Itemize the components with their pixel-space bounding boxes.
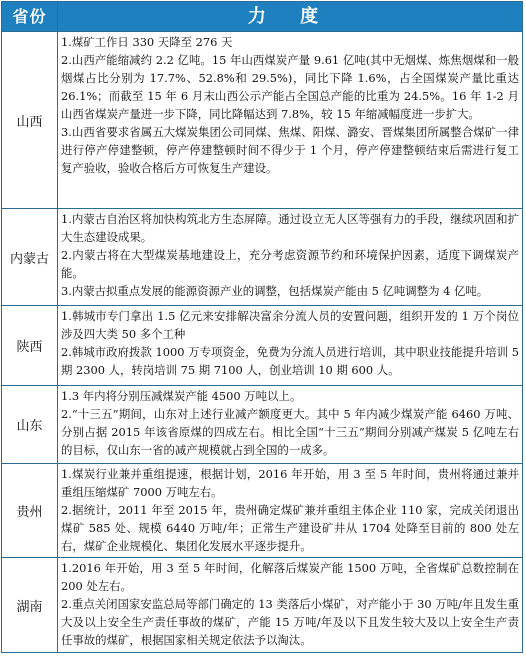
- policy-strength-table: [1, 1, 523, 653]
- header-province: 省份: [2, 2, 58, 32]
- table-header: [2, 2, 522, 32]
- province-cell: 山东: [2, 386, 58, 463]
- table-row-shaanxi: [2, 306, 522, 386]
- content-line: 2.据统计，2011 年至 2015 年，贵州确定煤矿兼并重组主体企业 110 家，完成关闭退出煤矿 585 处、规模 6440 万吨/年；正常生产建设矿井从 1704 处降至目前的 800 处左右，煤矿企业规模化、集团化发展水平逐步提升。: [61, 503, 519, 553]
- content-line: 2.韩城市政府拨款 1000 万专项资金，免费为分流人员进行培训，其中职业技能提升培训 5 期 2300 人，转岗培训 75 期 7100 人，创业培训 10 期 600 人。: [61, 345, 519, 377]
- content-cell: [61, 465, 519, 555]
- table-row-shanxi: [2, 32, 522, 209]
- table-row-guizhou: [2, 464, 522, 558]
- table-row-neimenggu: [2, 209, 522, 306]
- content-line: 1.韩城市专门拿出 1.5 亿元来安排解决富余分流人员的安置问题，组织开发的 1 万个岗位涉及四大类 50 多个工种: [61, 309, 519, 341]
- content-cell: [61, 307, 519, 379]
- content-line: 1.煤炭行业兼并重组提速，根据计划，2016 年开始，用 3 至 5 年时间，贵州将通过兼并重组压缩煤矿 7000 万吨左右。: [61, 467, 519, 499]
- province-cell: 贵州: [2, 464, 58, 557]
- content-line: 3.山西省要求省属五大煤炭集团公司同煤、焦煤、阳煤、潞安、晋煤集团所属整合煤矿一律进行停产停建整顿，停产停建整顿时间不得少于 1 个月，停产停建整顿结束后需进行复工复产验收，验收合格后方可恢复生产建设。: [61, 125, 519, 175]
- table-row-shandong: [2, 386, 522, 464]
- province-cell: 山西: [2, 32, 58, 208]
- content-line: 1.3 年内将分别压减煤炭产能 4500 万吨以上。: [61, 389, 302, 403]
- province-cell: 内蒙古: [2, 209, 58, 305]
- header-strength: 力 度: [247, 6, 333, 27]
- content-cell: [61, 210, 519, 300]
- content-cell: [61, 33, 519, 177]
- content-line: 2.重点关闭国家安监总局等部门确定的 13 类落后小煤矿，对产能小于 30 万吨/年且发生重大及以上安全生产责任事故的煤矿，产能 15 万吨/年及以下且发生较大及以上安全生产责任事故的煤矿，根据国家相关规定依法予以淘汰。: [61, 597, 519, 647]
- content-cell: [61, 387, 519, 459]
- content-cell: [61, 559, 519, 649]
- table-row-hunan: [2, 558, 522, 652]
- content-line: 1.煤矿工作日 330 天降至 276 天: [61, 35, 233, 49]
- content-line: 1.2016 年开始，用 3 至 5 年时间，化解落后煤炭产能 1500 万吨，全省煤矿总数控制在 200 处左右。: [61, 561, 519, 593]
- content-line: 1.内蒙古自治区将加快构筑北方生态屏障。通过设立无人区等强有力的手段，继续巩固和扩大生态建设成果。: [61, 212, 519, 244]
- content-line: 2.山西产能缩减约 2.2 亿吨。15 年山西煤炭产量 9.61 亿吨(其中无烟煤、炼焦烟煤和一般烟煤占比分别为 17.7%、52.8%和 29.5%)，同比下降 1.6%，占全国煤炭产量比重达 26.1%；而截至 15 年 6 月末山西公示产能占全国总产能的比重为 24.5%。16 年 1-2 月山西省煤炭产量进一步下降，同比降幅达到 7.8%，较 15 年缩减幅度进一步扩大。: [61, 53, 519, 121]
- content-line: 3.内蒙古拟重点发展的能源资源产业的调整，包括煤炭产能由 5 亿吨调整为 4 亿吨。: [61, 284, 489, 298]
- content-line: 2.“十三五”期间，山东对上述行业减产额度更大。其中 5 年内减少煤炭产能 6460 万吨、分别占据 2015 年该省原煤的四成左右。相比全国“十三五”期间分别减产煤炭 5 亿吨左右的目标，仅山东一省的减产规模就占到全国的一成多。: [61, 407, 519, 457]
- content-line: 2.内蒙古将在大型煤炭基地建设上，充分考虑资源节约和环境保护因素，适度下调煤炭产能。: [61, 248, 519, 280]
- province-cell: 湖南: [2, 558, 58, 652]
- province-cell: 陕西: [2, 306, 58, 385]
